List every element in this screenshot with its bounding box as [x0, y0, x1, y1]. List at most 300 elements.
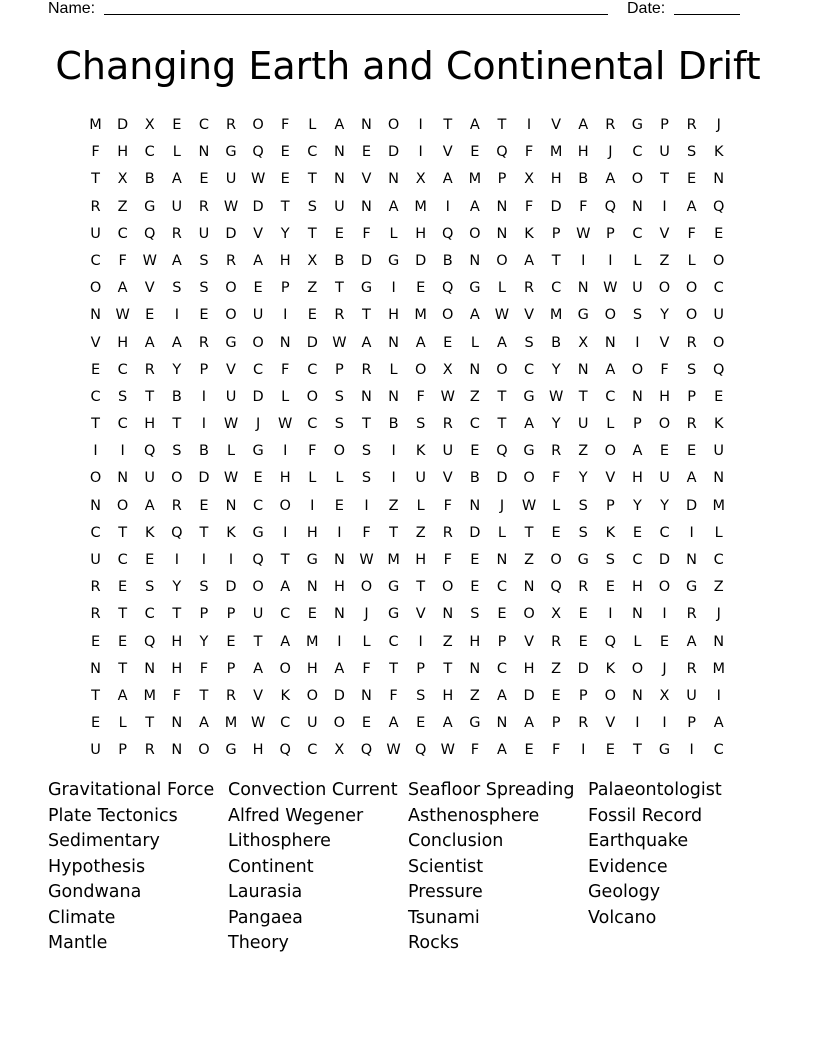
grid-letter: O — [252, 334, 264, 351]
grid-letter: H — [279, 470, 291, 487]
grid-letter: O — [631, 171, 644, 188]
grid-letter: T — [280, 198, 290, 215]
grid-letter: A — [578, 117, 589, 133]
grid-letter: O — [333, 715, 346, 732]
grid-letter: Z — [551, 660, 562, 677]
grid-letter: D — [225, 579, 237, 596]
grid-letter: I — [526, 117, 532, 133]
grid-letter: Z — [442, 633, 453, 650]
name-blank-line[interactable] — [104, 14, 608, 15]
grid-letter: R — [144, 742, 155, 759]
grid-letter: E — [416, 280, 426, 297]
grid-letter: F — [524, 198, 534, 215]
grid-letter: Q — [496, 144, 508, 161]
grid-letter: S — [118, 388, 128, 405]
grid-letter: L — [687, 252, 696, 269]
grid-letter: F — [443, 497, 452, 514]
grid-letter: A — [605, 171, 616, 188]
grid-letter: B — [334, 252, 345, 269]
grid-letter: A — [496, 742, 507, 759]
grid-letter: F — [308, 443, 317, 460]
grid-letter: O — [658, 416, 671, 433]
grid-letter: E — [687, 443, 697, 460]
grid-letter: N — [279, 334, 291, 351]
grid-letter: X — [144, 117, 155, 133]
grid-letter: T — [172, 416, 182, 433]
grid-letter: N — [713, 470, 725, 487]
grid-row — [82, 574, 732, 601]
grid-letter: C — [469, 416, 480, 433]
grid-letter: R — [225, 117, 237, 133]
grid-letter: O — [279, 497, 291, 514]
grid-letter: T — [307, 225, 317, 242]
grid-letter: C — [198, 117, 209, 133]
grid-letter: G — [523, 388, 535, 405]
grid-letter: F — [91, 144, 100, 161]
grid-letter: X — [117, 171, 128, 188]
word-bank-column — [228, 778, 408, 957]
grid-letter: O — [442, 579, 454, 596]
grid-letter: V — [551, 117, 562, 133]
grid-letter: E — [90, 633, 101, 650]
grid-letter: O — [685, 307, 698, 324]
grid-letter: O — [631, 660, 644, 677]
grid-letter: O — [252, 579, 264, 596]
name-label: Name: — [48, 0, 96, 17]
grid-letter: Z — [117, 198, 128, 215]
grid-letter: Z — [469, 388, 480, 405]
grid-letter: E — [280, 144, 290, 161]
grid-letter: O — [523, 606, 535, 623]
grid-letter: T — [118, 606, 128, 623]
grid-letter: S — [172, 443, 182, 460]
grid-letter: J — [662, 660, 667, 677]
grid-letter: O — [279, 660, 291, 677]
grid-letter: E — [334, 497, 344, 514]
grid-letter: P — [578, 687, 588, 704]
grid-letter: N — [496, 552, 508, 568]
grid-letter: B — [551, 334, 562, 351]
grid-letter: I — [418, 144, 423, 161]
grid-letter: P — [199, 606, 209, 623]
grid-letter: M — [414, 307, 427, 324]
grid-letter: R — [551, 633, 562, 650]
grid-letter: L — [633, 633, 642, 650]
grid-letter: A — [144, 334, 155, 351]
grid-letter: W — [386, 742, 401, 759]
grid-letter: F — [687, 225, 696, 242]
grid-letter: A — [117, 280, 128, 297]
word-bank-item: Tsunami — [408, 907, 480, 928]
grid-letter: U — [90, 225, 101, 242]
grid-letter: P — [497, 633, 507, 650]
grid-letter: E — [280, 171, 290, 188]
grid-letter: Y — [660, 497, 669, 514]
grid-letter: Z — [524, 552, 535, 568]
word-bank-item: Pressure — [408, 882, 483, 902]
grid-letter: S — [307, 198, 317, 215]
grid-letter: X — [659, 687, 670, 704]
grid-letter: H — [117, 144, 129, 161]
word-bank-item: Lithosphere — [228, 831, 331, 851]
grid-letter: V — [605, 470, 616, 487]
grid-letter: G — [306, 552, 318, 568]
grid-letter: Y — [578, 470, 588, 487]
grid-letter: D — [415, 252, 427, 269]
grid-letter: H — [577, 144, 589, 161]
grid-letter: I — [364, 497, 369, 514]
grid-letter: S — [687, 144, 697, 161]
grid-letter: N — [686, 552, 698, 568]
grid-letter: D — [387, 144, 400, 161]
grid-letter: C — [90, 252, 101, 269]
grid-letter: I — [391, 280, 396, 297]
grid-letter: A — [605, 361, 616, 378]
grid-letter: Q — [604, 198, 617, 215]
word-bank — [48, 778, 768, 957]
grid-letter: I — [310, 497, 315, 514]
grid-letter: R — [225, 252, 237, 269]
grid-row — [82, 357, 732, 384]
grid-letter: O — [604, 687, 617, 704]
grid-letter: R — [361, 361, 372, 378]
grid-letter: V — [226, 361, 236, 378]
grid-row — [82, 166, 732, 193]
grid-letter: C — [551, 280, 562, 297]
grid-letter: A — [469, 307, 480, 324]
grid-letter: V — [442, 144, 453, 161]
grid-letter: O — [496, 361, 508, 378]
grid-letter: E — [551, 687, 561, 704]
grid-letter: Q — [279, 742, 291, 759]
grid-letter: H — [117, 334, 129, 351]
grid-letter: H — [144, 416, 156, 433]
grid-letter: A — [442, 715, 453, 732]
grid-letter: O — [604, 443, 617, 460]
word-bank-item: Rocks — [408, 933, 459, 953]
grid-letter: M — [414, 198, 427, 215]
grid-letter: M — [712, 660, 725, 677]
grid-letter: I — [418, 117, 423, 133]
grid-letter: T — [199, 524, 209, 541]
grid-letter: W — [521, 497, 537, 514]
grid-letter: G — [144, 198, 156, 215]
grid-letter: O — [685, 280, 698, 297]
grid-letter: P — [551, 715, 561, 732]
grid-letter: D — [252, 388, 264, 405]
grid-row — [82, 302, 732, 329]
date-blank-line[interactable] — [674, 14, 740, 15]
grid-letter: C — [496, 660, 508, 677]
grid-letter: L — [118, 715, 127, 732]
grid-letter: I — [716, 687, 721, 704]
grid-letter: U — [632, 280, 643, 297]
grid-letter: M — [89, 117, 102, 133]
grid-letter: P — [551, 225, 561, 242]
grid-letter: N — [523, 579, 535, 596]
grid-letter: A — [171, 171, 182, 188]
grid-letter: C — [605, 388, 616, 405]
grid-letter: H — [415, 552, 427, 568]
grid-letter: C — [632, 225, 643, 242]
grid-letter: Q — [171, 524, 183, 541]
grid-letter: G — [225, 334, 237, 351]
grid-letter: T — [172, 606, 182, 623]
word-bank-item: Geology — [588, 882, 661, 902]
grid-letter: P — [660, 117, 669, 133]
grid-letter: I — [120, 443, 125, 460]
grid-letter: N — [713, 171, 725, 188]
grid-letter: C — [144, 144, 155, 161]
grid-letter: Q — [144, 633, 156, 650]
grid-letter: N — [631, 198, 643, 215]
grid-letter: Q — [252, 144, 264, 161]
grid-letter: T — [551, 252, 561, 269]
grid-letter: N — [90, 307, 101, 324]
grid-letter: H — [306, 524, 318, 541]
grid-letter: L — [226, 443, 236, 460]
grid-letter: A — [253, 660, 264, 677]
grid-letter: E — [714, 225, 724, 242]
grid-letter: A — [280, 579, 291, 596]
grid-letter: S — [470, 606, 480, 623]
grid-letter: A — [686, 633, 697, 650]
grid-letter: L — [552, 497, 561, 514]
grid-letter: A — [334, 660, 345, 677]
grid-letter: N — [333, 606, 345, 623]
grid-row — [82, 248, 732, 275]
grid-letter: B — [171, 388, 182, 405]
grid-letter: Y — [551, 361, 561, 378]
grid-letter: E — [253, 280, 263, 297]
grid-letter: T — [145, 388, 155, 405]
grid-letter: I — [283, 524, 288, 541]
grid-letter: M — [224, 715, 238, 732]
grid-letter: L — [308, 470, 317, 487]
grid-letter: C — [496, 579, 508, 596]
grid-row — [82, 737, 732, 764]
grid-letter: H — [415, 225, 427, 242]
grid-letter: E — [605, 742, 615, 759]
word-bank-item: Laurasia — [228, 882, 303, 902]
grid-letter: H — [659, 388, 670, 405]
grid-letter: N — [631, 687, 643, 704]
grid-letter: A — [442, 171, 453, 188]
grid-letter: G — [387, 252, 400, 269]
grid-letter: X — [442, 361, 453, 378]
grid-letter: W — [223, 470, 239, 487]
grid-letter: J — [608, 144, 613, 161]
grid-letter: V — [253, 687, 264, 704]
grid-letter: O — [712, 334, 725, 351]
grid-letter: E — [199, 171, 209, 188]
grid-letter: U — [659, 144, 670, 161]
grid-row — [82, 656, 732, 683]
grid-letter: U — [577, 416, 589, 433]
grid-letter: S — [524, 334, 534, 351]
grid-letter: W — [223, 198, 239, 215]
grid-row — [82, 710, 732, 737]
grid-letter: E — [199, 307, 209, 324]
word-bank-item: Theory — [228, 933, 289, 953]
word-bank-item: Earthquake — [588, 831, 689, 851]
grid-letter: O — [198, 742, 210, 759]
grid-letter: E — [470, 443, 480, 460]
grid-letter: C — [307, 144, 318, 161]
grid-letter: C — [388, 633, 399, 650]
grid-letter: P — [226, 660, 236, 677]
grid-letter: R — [686, 416, 697, 433]
grid-letter: X — [307, 252, 318, 269]
grid-letter: R — [551, 443, 562, 460]
grid-letter: R — [198, 198, 209, 215]
grid-letter: H — [442, 687, 454, 704]
grid-letter: A — [496, 687, 507, 704]
grid-letter: N — [496, 225, 508, 242]
grid-letter: P — [605, 497, 615, 514]
grid-letter: E — [659, 633, 670, 650]
grid-letter: U — [713, 307, 725, 324]
grid-letter: R — [686, 117, 697, 133]
grid-letter: C — [307, 742, 318, 759]
grid-letter: S — [578, 497, 588, 514]
grid-letter: T — [145, 715, 155, 732]
grid-letter: H — [252, 742, 264, 759]
grid-letter: Q — [252, 552, 264, 568]
grid-letter: C — [117, 225, 128, 242]
grid-letter: T — [524, 524, 534, 541]
grid-letter: J — [499, 497, 505, 514]
grid-letter: X — [415, 171, 426, 188]
grid-letter: R — [171, 225, 182, 242]
grid-letter: V — [659, 334, 670, 351]
grid-letter: O — [442, 307, 454, 324]
grid-letter: N — [90, 497, 101, 514]
grid-letter: A — [280, 633, 291, 650]
grid-letter: A — [117, 687, 128, 704]
grid-letter: W — [440, 742, 455, 759]
grid-letter: U — [659, 470, 670, 487]
grid-letter: R — [442, 416, 453, 433]
grid-letter: T — [578, 388, 588, 405]
grid-letter: A — [334, 117, 345, 133]
grid-letter: X — [524, 171, 535, 188]
grid-letter: I — [201, 388, 207, 405]
grid-letter: O — [414, 361, 427, 378]
grid-letter: G — [225, 144, 237, 161]
grid-row — [82, 547, 732, 574]
grid-letter: I — [283, 307, 288, 324]
grid-letter: N — [388, 388, 399, 405]
grid-row — [82, 221, 732, 248]
page-title: Changing Earth and Continental Drift — [55, 44, 761, 88]
grid-letter: I — [418, 633, 423, 650]
grid-letter: F — [389, 687, 398, 704]
word-bank-item: Convection Current — [228, 780, 398, 800]
grid-letter: R — [686, 606, 697, 623]
grid-letter: G — [685, 579, 698, 596]
grid-letter: B — [469, 470, 480, 487]
grid-letter: Y — [280, 225, 290, 242]
word-bank-item: Continent — [228, 856, 314, 877]
grid-letter: C — [713, 552, 724, 568]
grid-letter: U — [713, 443, 725, 460]
grid-letter: Z — [415, 524, 426, 541]
grid-letter: O — [550, 552, 562, 568]
grid-letter: R — [442, 524, 453, 541]
grid-letter: P — [497, 171, 507, 188]
grid-letter: I — [391, 443, 396, 460]
grid-letter: R — [578, 715, 589, 732]
grid-letter: Z — [659, 252, 670, 269]
grid-letter: N — [171, 715, 183, 732]
grid-letter: L — [416, 497, 425, 514]
grid-letter: S — [687, 361, 697, 378]
grid-letter: W — [223, 416, 239, 433]
grid-letter: N — [333, 171, 345, 188]
grid-letter: W — [278, 416, 293, 433]
grid-letter: Q — [550, 579, 562, 596]
grid-letter: R — [686, 660, 697, 677]
grid-letter: D — [496, 470, 508, 487]
grid-letter: E — [714, 388, 724, 405]
grid-letter: A — [524, 252, 534, 269]
grid-row — [82, 194, 732, 221]
grid-letter: O — [658, 579, 671, 596]
word-bank-item: Hypothesis — [48, 856, 146, 877]
grid-letter: A — [144, 497, 155, 514]
grid-letter: P — [687, 715, 696, 732]
grid-letter: P — [335, 361, 344, 378]
grid-letter: C — [632, 144, 643, 161]
grid-letter: E — [361, 144, 372, 161]
grid-letter: D — [469, 524, 481, 541]
grid-letter: G — [252, 443, 264, 460]
grid-letter: I — [662, 715, 667, 732]
grid-letter: O — [116, 497, 129, 514]
grid-letter: G — [523, 443, 535, 460]
word-bank-item: Pangaea — [228, 907, 303, 928]
grid-letter: E — [334, 225, 344, 242]
grid-letter: O — [225, 307, 237, 324]
grid-letter: I — [581, 252, 586, 269]
grid-letter: E — [118, 579, 128, 596]
grid-letter: I — [337, 524, 342, 541]
grid-letter: M — [143, 687, 156, 704]
word-bank-item: Evidence — [588, 856, 668, 877]
grid-letter: N — [90, 660, 101, 677]
grid-letter: S — [361, 470, 372, 487]
grid-letter: I — [608, 606, 613, 623]
grid-letter: I — [174, 307, 179, 324]
grid-letter: C — [90, 524, 101, 541]
grid-letter: W — [548, 388, 564, 405]
grid-letter: I — [635, 334, 640, 351]
grid-letter: S — [578, 524, 588, 541]
grid-letter: N — [144, 660, 156, 677]
grid-letter: H — [388, 307, 400, 324]
grid-letter: V — [253, 225, 264, 242]
grid-letter: I — [174, 552, 179, 568]
grid-letter: I — [391, 470, 396, 487]
grid-letter: R — [90, 579, 101, 596]
grid-letter: E — [605, 579, 615, 596]
grid-letter: C — [280, 715, 291, 732]
grid-letter: H — [469, 633, 481, 650]
grid-letter: M — [468, 171, 482, 188]
grid-letter: F — [551, 470, 561, 487]
grid-letter: U — [442, 443, 454, 460]
